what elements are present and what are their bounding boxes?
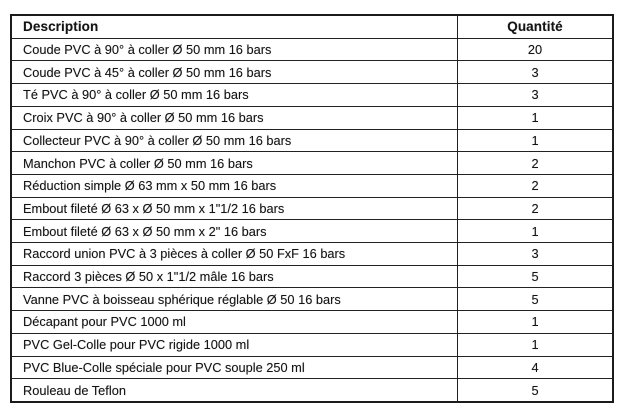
quantity-cell: 2 bbox=[531, 178, 539, 194]
description-cell: Décapant pour PVC 1000 ml bbox=[12, 311, 458, 333]
table-row bbox=[12, 107, 612, 130]
quantity-cell: 1 bbox=[531, 337, 539, 353]
quantity-cell: 5 bbox=[531, 382, 539, 398]
table-row bbox=[12, 311, 612, 334]
description-cell: Embout fileté Ø 63 x Ø 50 mm x 1"1/2 16 bars bbox=[12, 198, 458, 220]
table-row bbox=[12, 39, 612, 62]
table-row bbox=[12, 198, 612, 221]
quantity-cell: 20 bbox=[527, 42, 543, 58]
description-cell: Embout fileté Ø 63 x Ø 50 mm x 2" 16 bars bbox=[12, 220, 458, 242]
table-row bbox=[12, 288, 612, 311]
table-row bbox=[12, 220, 612, 243]
table-row bbox=[12, 243, 612, 266]
quantity-cell: 5 bbox=[531, 291, 539, 307]
table-row bbox=[12, 357, 612, 380]
quantity-cell: 2 bbox=[531, 200, 539, 216]
description-cell: Collecteur PVC à 90° à coller Ø 50 mm 16 bars bbox=[12, 130, 458, 152]
quantity-cell: 3 bbox=[531, 246, 539, 262]
description-cell: Raccord union PVC à 3 pièces à coller Ø 50 FxF 16 bars bbox=[12, 243, 458, 265]
quantity-cell: 3 bbox=[531, 64, 539, 80]
table-row bbox=[12, 266, 612, 289]
column-header-quantity: Quantité bbox=[507, 19, 563, 35]
table-row bbox=[12, 152, 612, 175]
description-cell: Croix PVC à 90° à coller Ø 50 mm 16 bars bbox=[12, 107, 458, 129]
table-row bbox=[12, 334, 612, 357]
description-cell: Coude PVC à 90° à coller Ø 50 mm 16 bars bbox=[12, 39, 458, 61]
table-row bbox=[12, 130, 612, 153]
description-cell: Manchon PVC à coller Ø 50 mm 16 bars bbox=[12, 152, 458, 174]
quantity-cell: 1 bbox=[531, 314, 539, 330]
description-cell: Té PVC à 90° à coller Ø 50 mm 16 bars bbox=[12, 84, 458, 106]
description-cell: Coude PVC à 45° à coller Ø 50 mm 16 bars bbox=[12, 61, 458, 83]
description-cell: Vanne PVC à boisseau sphérique réglable Ø 50 16 bars bbox=[12, 288, 458, 310]
description-cell: Réduction simple Ø 63 mm x 50 mm 16 bars bbox=[12, 175, 458, 197]
description-cell: PVC Gel-Colle pour PVC rigide 1000 ml bbox=[12, 334, 458, 356]
quantity-cell: 1 bbox=[531, 223, 539, 239]
parts-table bbox=[10, 14, 614, 403]
quantity-cell: 4 bbox=[531, 359, 539, 375]
table-header-row bbox=[12, 16, 612, 39]
table-row bbox=[12, 379, 612, 401]
description-cell: Raccord 3 pièces Ø 50 x 1"1/2 mâle 16 bars bbox=[12, 266, 458, 288]
quantity-cell: 1 bbox=[531, 132, 539, 148]
quantity-cell: 5 bbox=[531, 269, 539, 285]
quantity-cell: 1 bbox=[531, 110, 539, 126]
table-row bbox=[12, 84, 612, 107]
description-cell: PVC Blue-Colle spéciale pour PVC souple 250 ml bbox=[12, 357, 458, 379]
table-row bbox=[12, 61, 612, 84]
quantity-cell: 2 bbox=[531, 155, 539, 171]
quantity-cell: 3 bbox=[531, 87, 539, 103]
table-row bbox=[12, 175, 612, 198]
column-header-description: Description bbox=[12, 16, 458, 38]
description-cell: Rouleau de Teflon bbox=[12, 379, 458, 401]
